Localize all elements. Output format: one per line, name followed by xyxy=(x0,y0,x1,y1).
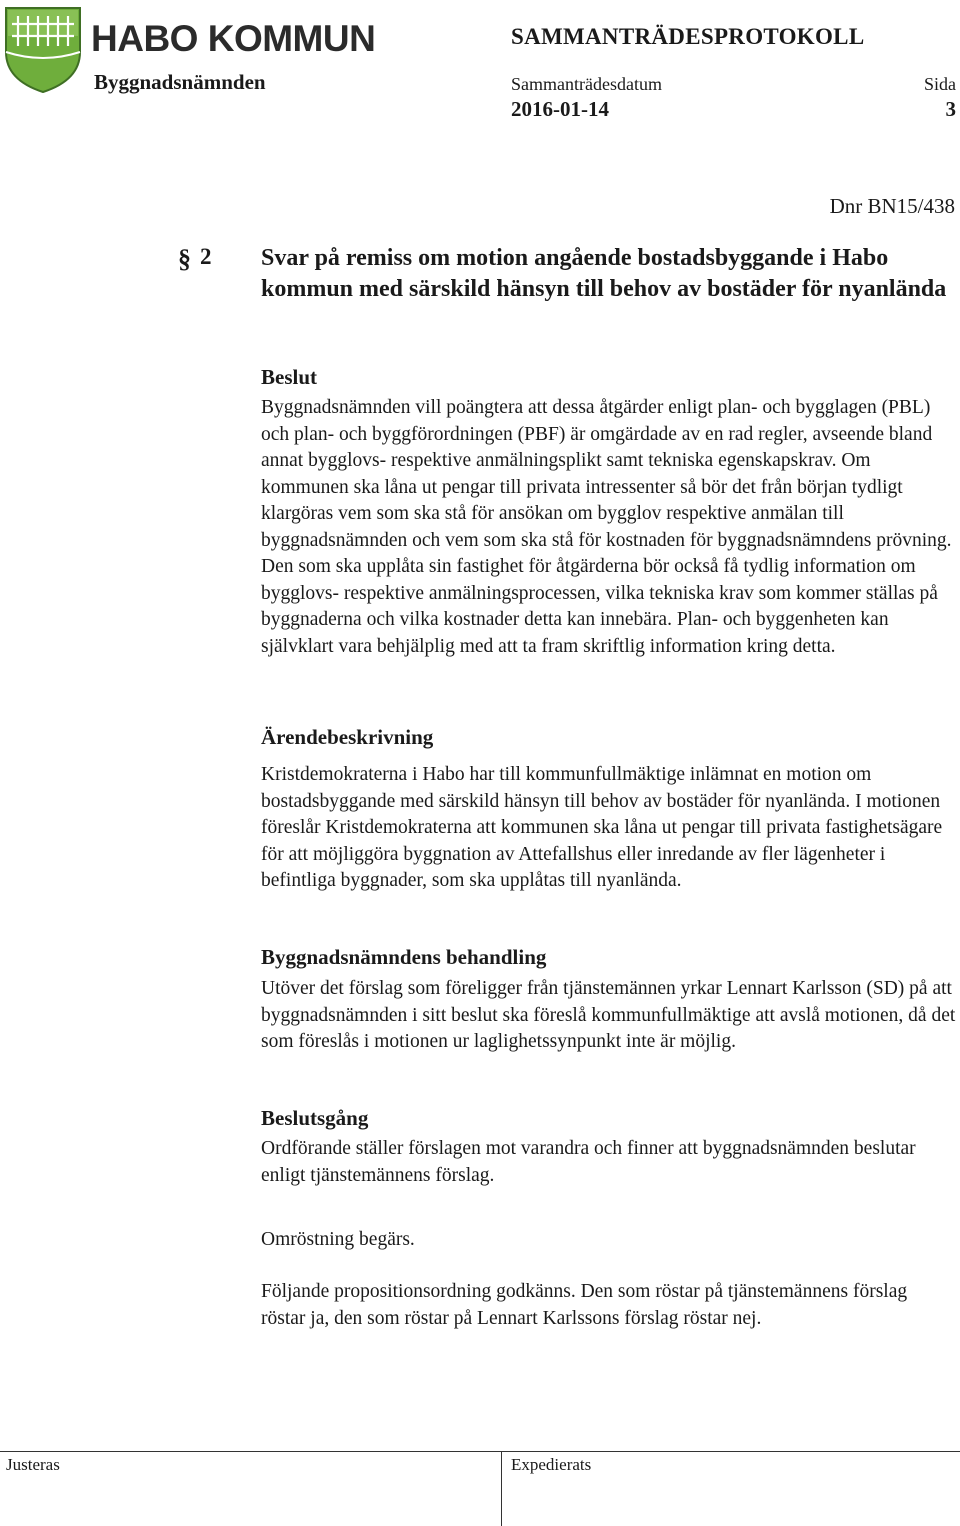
behandling-heading: Byggnadsnämndens behandling xyxy=(261,945,547,969)
meeting-date-label: Sammanträdesdatum xyxy=(511,74,662,94)
arendebeskrivning-text: Kristdemokraterna i Habo har till kommunfullmäktige inlämnat en motion om bostadsbyggande med särskild hänsyn till behov av bostäder för nyanlända. I motionen föreslår Kristdemokraterna att kommunen ska låna ut pengar till privata fastighetsägare för att möjliggöra byggnation av Attefallshus eller inredande av fler lägenheter i befintliga byggnader, som ska upplåtas till nyanlända. xyxy=(261,764,943,891)
case-number: Dnr BN15/438 xyxy=(829,194,955,218)
board-name: Byggnadsnämnden xyxy=(94,70,266,94)
footer-divider-line xyxy=(0,1451,960,1452)
beslutsgang-text: Ordförande ställer förslagen mot varandra och finner att byggnadsnämnden beslutar enligt tjänstemännens förslag. xyxy=(261,1138,916,1186)
beslut-text: Byggnadsnämnden vill poängtera att dessa åtgärder enligt plan- och bygglagen (PBL) och plan- och byggförordningen (PBF) är omgärdade av en rad regler, avseende bland annat bygglovs- respektive anmälningsplikt samt tekniska egenskapskrav. Om kommunen ska låna ut pengar till privata intressenter så bör det från början tydligt klargöras vem som ska stå för ansökan om bygglov respektive anmälan till byggnadsnämnden och vem som ska stå för kostnaden för byggnadsnämndens prövning. Den som ska upplåta sin fastighet för åtgärderna bör också få tydlig information om bygglovs- respektive anmälningsprocessen, vilka tekniska krav som kommer ställas på byggnaderna och vilka kostnader detta kan innebära. Plan- och byggenheten kan självklart vara behjälplig med att ta fram skriftlig information kring detta. xyxy=(261,397,952,657)
document-title: SAMMANTRÄDESPROTOKOLL xyxy=(511,24,865,49)
case-title: Svar på remiss om motion angående bostadsbyggande i Habo kommun med särskild hänsyn till behov av bostäder för nyanlända xyxy=(261,245,947,302)
justeras-label: Justeras xyxy=(6,1455,60,1474)
page-number: 3 xyxy=(945,97,956,121)
section-number: 2 xyxy=(200,244,212,269)
expedierats-label: Expedierats xyxy=(511,1455,592,1474)
behandling-text: Utöver det förslag som föreligger från tjänstemännen yrkar Lennart Karlsson (SD) på att byggnadsnämnden i sitt beslut ska föreslå kommunfullmäktige att avslå motionen, då det som föreslås i motionen ur laglighetssynpunkt inte är möjlig. xyxy=(261,978,956,1052)
beslutsgang-heading: Beslutsgång xyxy=(261,1106,369,1130)
meeting-date: 2016-01-14 xyxy=(511,97,609,121)
logo-wordmark: HABO KOMMUN xyxy=(91,18,376,59)
footer-column-divider xyxy=(501,1452,502,1526)
arendebeskrivning-heading: Ärendebeskrivning xyxy=(261,725,434,749)
page-label: Sida xyxy=(923,74,956,94)
section-symbol: § xyxy=(178,244,191,273)
vote-text: Omröstning begärs. xyxy=(261,1229,415,1250)
proposition-text: Följande propositionsordning godkänns. Den som röstar på tjänstemännens förslag röstar ja, den som röstar på Lennart Karlssons förslag röstar nej. xyxy=(261,1281,908,1329)
beslut-heading: Beslut xyxy=(261,365,318,389)
